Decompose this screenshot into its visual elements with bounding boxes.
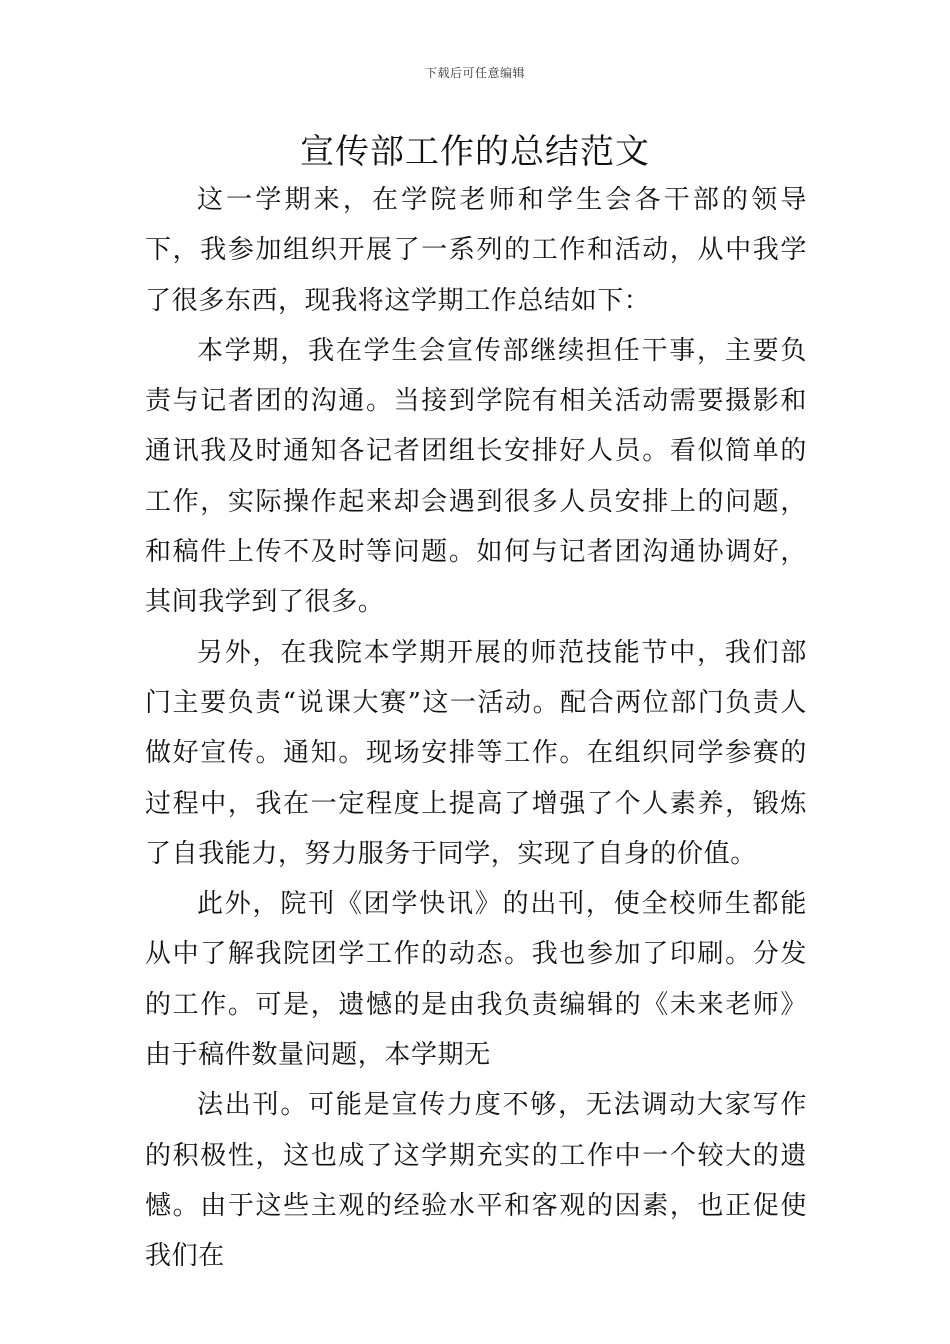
document-title: 宣传部工作的总结范文 [300,132,650,172]
paragraph-intro: 这一学期来，在学院老师和学生会各干部的领导下，我参加组织开展了一系列的工作和活动，从中我学了很多东西，现我将这学期工作总结如下： [145,185,807,316]
document-body [145,175,807,1282]
paragraph-publications: 此外，院刊《团学快讯》的出刊，使全校师生都能从中了解我院团学工作的动态。我也参加了印刷。分发的工作。可是，遗憾的是由我负责编辑的《未来老师》由于稿件数量问题，本学期无 [145,889,807,1071]
paragraph-skills-festival: 另外，在我院本学期开展的师范技能节中，我们部门主要负责“说课大赛”这一活动。配合两位部门负责人做好宣传。通知。现场安排等工作。在组织同学参赛的过程中，我在一定程度上提高了增强了个人素养，锻炼了自我能力，努力服务于同学，实现了自身的价值。 [145,637,807,869]
paragraph-regret: 法出刊。可能是宣传力度不够，无法调动大家写作的积极性，这也成了这学期充实的工作中一个较大的遗憾。由于这些主观的经验水平和客观的因素，也正促使我们在 [145,1090,807,1272]
paragraph-publicity-duties: 本学期，我在学生会宣传部继续担任干事，主要负责与记者团的沟通。当接到学院有相关活动需要摄影和通讯我及时通知各记者团组长安排好人员。看似简单的工作，实际操作起来却会遇到很多人员安排上的问题，和稿件上传不及时等问题。如何与记者团沟通协调好，其间我学到了很多。 [145,335,807,618]
header-note: 下载后可任意编辑 [424,66,525,80]
